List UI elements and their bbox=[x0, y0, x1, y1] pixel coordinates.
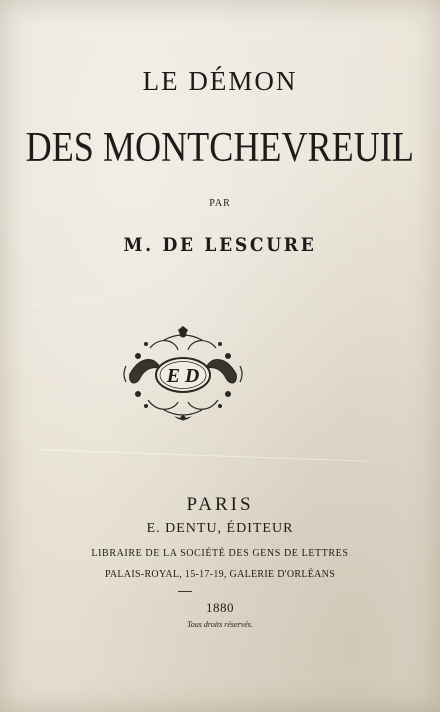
paper-crease bbox=[40, 449, 370, 462]
publisher-device-ornament bbox=[120, 326, 246, 424]
publication-city: PARIS bbox=[186, 494, 254, 515]
author-name: M. DE LESCURE bbox=[123, 234, 317, 256]
divider-rule bbox=[178, 591, 192, 592]
title-line-1: LE DÉMON bbox=[142, 66, 298, 96]
publisher-society: LIBRAIRE DE LA SOCIÉTÉ DES GENS DE LETTRES bbox=[91, 548, 349, 559]
rights-notice: Tous droits réservés. bbox=[187, 620, 253, 629]
publisher-name: E. DENTU, ÉDITEUR bbox=[146, 521, 294, 536]
publication-year: 1880 bbox=[206, 600, 234, 615]
device-monogram: E D bbox=[166, 365, 200, 387]
by-label: PAR bbox=[209, 198, 231, 209]
publisher-address: PALAIS-ROYAL, 15-17-19, GALERIE D'ORLÉANS bbox=[104, 569, 336, 580]
paper-crease bbox=[11, 292, 130, 310]
title-line-2: DES MONTCHEVREUIL bbox=[25, 125, 414, 171]
